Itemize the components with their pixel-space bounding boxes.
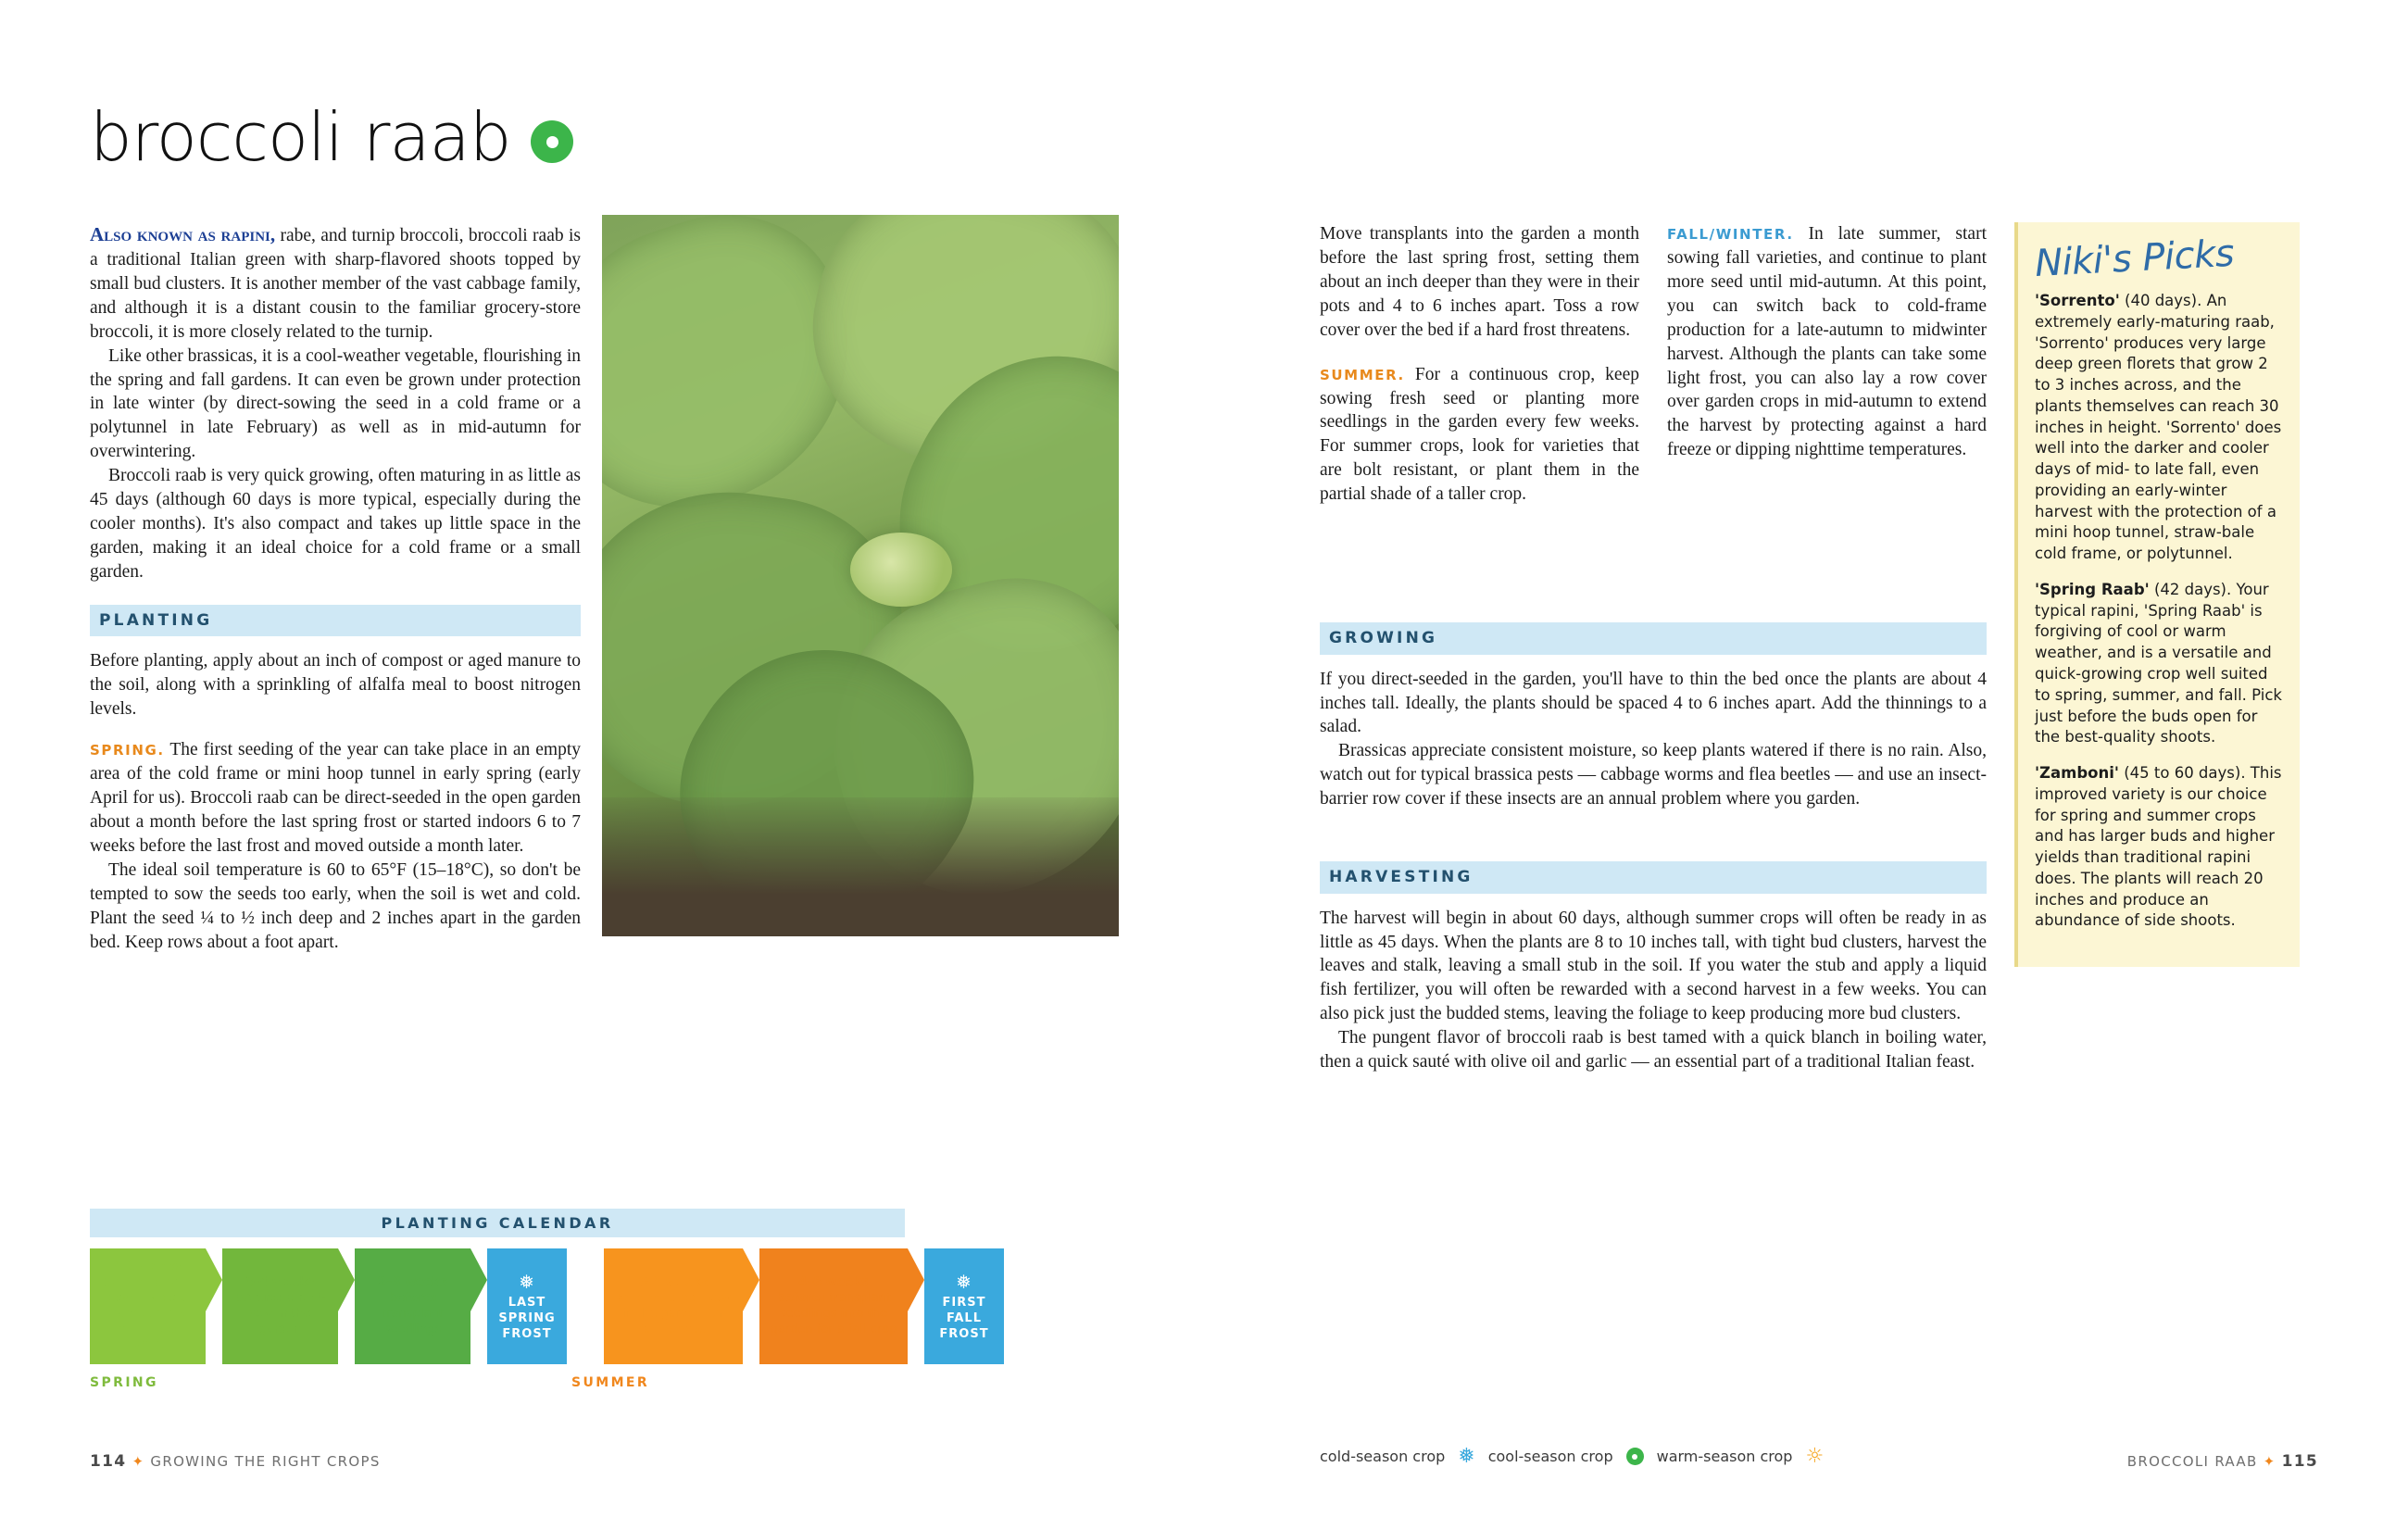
broccoli-raab-photo <box>602 215 1119 936</box>
snowflake-icon: ❅ <box>1458 1445 1475 1468</box>
footer-legend <box>1320 1445 1824 1468</box>
planting-spring-paragraph <box>90 738 581 859</box>
right-page-number: 115 <box>2281 1452 2318 1471</box>
growing-section <box>1320 622 1987 811</box>
nikis-picks-title: Niki's Picks <box>2033 232 2236 285</box>
soil-area <box>602 797 1119 936</box>
planting-calendar-rows <box>90 1248 989 1364</box>
chip-timing: 6–8 weeks <box>638 1274 709 1289</box>
chip-action: transplant seedlings into the garden for a fall crop <box>770 1290 897 1336</box>
planting-spring-paragraph-2: The ideal soil temperature is 60 to 65°F (15–18°C), so don't be tempted to sow the seeds too early, when the soil is wet and cold. Plant the seed ¼ to ½ inch deep and 2 inches apart in the garden bed. Keep rows about a foot apart. <box>90 859 581 952</box>
nikis-picks-sidebar <box>2014 222 2300 967</box>
calendar-first-fall-frost <box>924 1248 1004 1364</box>
section-heading-harvesting: HARVESTING <box>1320 861 1987 894</box>
section-heading-planting: PLANTING <box>90 605 581 637</box>
cool-season-sun-icon <box>531 120 573 163</box>
right-column-one <box>1320 222 1639 507</box>
chip-timing: 4–6 weeks <box>798 1274 869 1289</box>
chip-prefix: before: <box>101 1274 152 1289</box>
chip-timing: 2–3 weeks <box>377 1274 448 1289</box>
right-col2-fallwinter-text: In late summer, start sowing fall varieties, and continue to plant more seed until mid-autumn. At this point, you can switch back to cold-frame production for a late-autumn to midwinter harvest. Although the plants can take some light frost, you can also lay a row cover over garden crops in mid-autumn to extend the harvest by protecting against a hard freeze or dipping nighttime temperatures. <box>1667 224 1987 460</box>
frost-label: LAST SPRING FROST <box>498 1296 556 1342</box>
harvesting-paragraph-1: The harvest will begin in about 60 days, although summer crops will often be ready in as little as 45 days. When the plants are 8 to 10 inches tall, with tight bud clusters, harvest the leaves and stalk, leaving a small stub in the soil. If you water the stub and apply a liquid fish fertilizer, you will often be rewarded with a second harvest in a few weeks. You can also pick just the budded stems, leaving the foliage to keep producing more bud clusters. <box>1320 908 1987 1024</box>
pick-days: (40 days). <box>2125 292 2202 309</box>
calendar-chip <box>759 1248 908 1364</box>
pick-days: (45 to 60 days). <box>2124 764 2246 783</box>
right-section-name: BROCCOLI RAAB <box>2126 1453 2258 1470</box>
pick-text: An extremely early-maturing raab, 'Sorrento' produces very large deep green florets that grow 2 to 3 inches across, and the plants themselves can reach 30 inches in height. 'Sorrento' does well into the darker and cooler days of mid- to late fall, even providing an early-winter harvest with the protection of a mini hoop tunnel, straw-bale cold frame, or polytunnel. <box>2035 292 2282 563</box>
intro-paragraph-3: Broccoli raab is very quick growing, often maturing in as little as 45 days (although 60 days is more typical, especially during the cooler months). It's also compact and takes up little space in the garden, making it an ideal choice for a cold frame or a small garden. <box>90 466 581 582</box>
planting-spring-text: The first seeding of the year can take place in an empty area of the cold frame or mini hoop tunnel in early spring (early April for us). Broccoli raab can be direct-seeded in the open garden about a month before the last spring frost or started indoors 6 to 7 weeks before the last frost and moved outside a month later. <box>90 740 581 856</box>
pick-name: 'Sorrento' <box>2035 292 2120 309</box>
right-col1-summer-text: For a continuous crop, keep sowing fresh seed or planting more seedlings in the garden every few weeks. For summer crops, look for varieties that are bolt resistant, or plant them in the partial shade of a taller crop. <box>1320 364 1639 505</box>
chip-action: direct-sow in the garden <box>249 1290 327 1336</box>
intro-paragraph-2: Like other brassicas, it is a cool-weather vegetable, flourishing in the spring and fall gardens. It can even be grown under protection in late winter (by direct-sowing the seed in a cold frame or a polytunnel in late February) as well as in mid-autumn for overwintering. <box>90 345 581 462</box>
calendar-chip <box>90 1248 206 1364</box>
calendar-summer-tag: SUMMER <box>571 1375 650 1391</box>
right-column-two <box>1667 222 1987 462</box>
frost-label: FIRST FALL FROST <box>939 1296 989 1342</box>
pick-name: 'Zamboni' <box>2035 764 2119 783</box>
flower-bud <box>850 533 952 607</box>
calendar-chip <box>604 1248 743 1364</box>
footer-right <box>2127 1452 2318 1471</box>
pick-text: This improved variety is our choice for spring and summer crops and has larger buds and higher yields than traditional rapini does. The plants will reach 20 inches and produce an abundance of side shoots. <box>2035 764 2282 930</box>
planting-calendar <box>90 1209 989 1391</box>
chip-prefix: before: <box>233 1290 284 1305</box>
chip-timing: 4–6 weeks <box>112 1260 183 1273</box>
diamond-icon: ✦ <box>132 1453 145 1470</box>
pick-item <box>2035 580 2283 748</box>
legend-label-warm: warm-season crop <box>1656 1448 1793 1465</box>
harvesting-paragraph-2: The pungent flavor of broccoli raab is best tamed with a quick blanch in boiling water, then a quick sauté with olive oil and garlic — an essential part of a traditional Italian feast. <box>1320 1028 1987 1072</box>
chip-prefix: before: <box>776 1290 826 1305</box>
page-title-row <box>90 98 573 176</box>
planting-calendar-heading: PLANTING CALENDAR <box>90 1209 905 1237</box>
planting-paragraph-1: Before planting, apply about an inch of compost or aged manure to the soil, along with a sprinkling of alfalfa meal to boost nitrogen levels. <box>90 651 581 720</box>
pick-name: 'Spring Raab' <box>2035 580 2150 598</box>
section-heading-growing: GROWING <box>1320 622 1987 655</box>
sun-dot-icon <box>1626 1448 1644 1465</box>
intro-lead-label: Also known as rapini, <box>90 223 276 245</box>
pick-item <box>2035 291 2283 565</box>
summer-label: SUMMER. <box>1320 366 1405 383</box>
page-title: broccoli raab <box>90 98 511 176</box>
calendar-chip <box>355 1248 470 1364</box>
footer-left <box>90 1452 381 1471</box>
snowflake-icon: ❅ <box>519 1271 535 1294</box>
intro-paragraph-1 <box>90 222 581 345</box>
pick-text: Your typical rapini, 'Spring Raab' is forgiving of cool or warm weather, and is a versatile and quick-growing crop well suited to spring, summer, and fall. Pick just before the buds open for the best-quality shoots. <box>2035 580 2282 746</box>
left-page-number: 114 <box>90 1452 127 1471</box>
right-col1-summer-paragraph <box>1320 363 1639 508</box>
right-col2-fallwinter-paragraph <box>1667 222 1987 462</box>
diamond-icon: ✦ <box>2263 1453 2276 1470</box>
growing-paragraph-1: If you direct-seeded in the garden, you'll have to thin the bed once the plants are about 4 inches tall. Ideally, the plants should be spaced 4 to 6 inches apart. Add the thinnings to a salad. <box>1320 669 1987 737</box>
right-col1-paragraph-1: Move transplants into the garden a month before the last spring frost, setting them about an inch deeper than they were in their pots and 4 to 6 inches apart. Toss a row cover over the bed if a hard frost threatens. <box>1320 224 1639 340</box>
calendar-summer-group <box>604 1248 1004 1364</box>
sun-rays-icon: ☼ <box>1805 1445 1825 1468</box>
chip-prefix: before: <box>387 1290 438 1305</box>
harvesting-section <box>1320 861 1987 1074</box>
chip-action: direct-sow in a cold frame or in a mini hoop tunnel <box>108 1274 194 1352</box>
spring-label: SPRING. <box>90 742 165 759</box>
calendar-last-spring-frost <box>487 1248 567 1364</box>
chip-timing: 3–4 weeks <box>245 1274 316 1289</box>
legend-label-cool: cool-season crop <box>1487 1448 1613 1465</box>
snowflake-icon: ❅ <box>956 1271 972 1294</box>
intro-paragraph-1-text: rabe, and turnip broccoli, broccoli raab is a traditional Italian green with sharp-flavored shoots topped by small bud clusters. It is another member of the vast cabbage family, and although it is a distant cousin to the familiar grocery-store broccoli, it is more closely related to the turnip. <box>90 226 581 342</box>
left-column-one <box>90 222 581 955</box>
chip-prefix: before: <box>615 1290 665 1305</box>
calendar-spring-tag: SPRING <box>90 1375 158 1391</box>
pick-days: (42 days). <box>2153 580 2232 598</box>
calendar-spring-group <box>90 1248 567 1364</box>
chip-action: direct-sow in the garden for fall harvest <box>622 1290 732 1336</box>
chip-action: transplant seedlings <box>382 1306 444 1336</box>
pick-item <box>2035 763 2283 932</box>
growing-paragraph-2: Brassicas appreciate consistent moisture, so keep plants watered if there is no rain. Also, watch out for typical brassica pests — cabbage worms and flea beetles — and use an insect-barrier row cover if these insects are an annual problem where you garden. <box>1320 741 1987 809</box>
left-section-name: GROWING THE RIGHT CROPS <box>150 1453 381 1470</box>
fall-winter-label: FALL/WINTER. <box>1667 226 1794 243</box>
calendar-chip <box>222 1248 338 1364</box>
legend-label-cold: cold-season crop <box>1320 1448 1446 1465</box>
